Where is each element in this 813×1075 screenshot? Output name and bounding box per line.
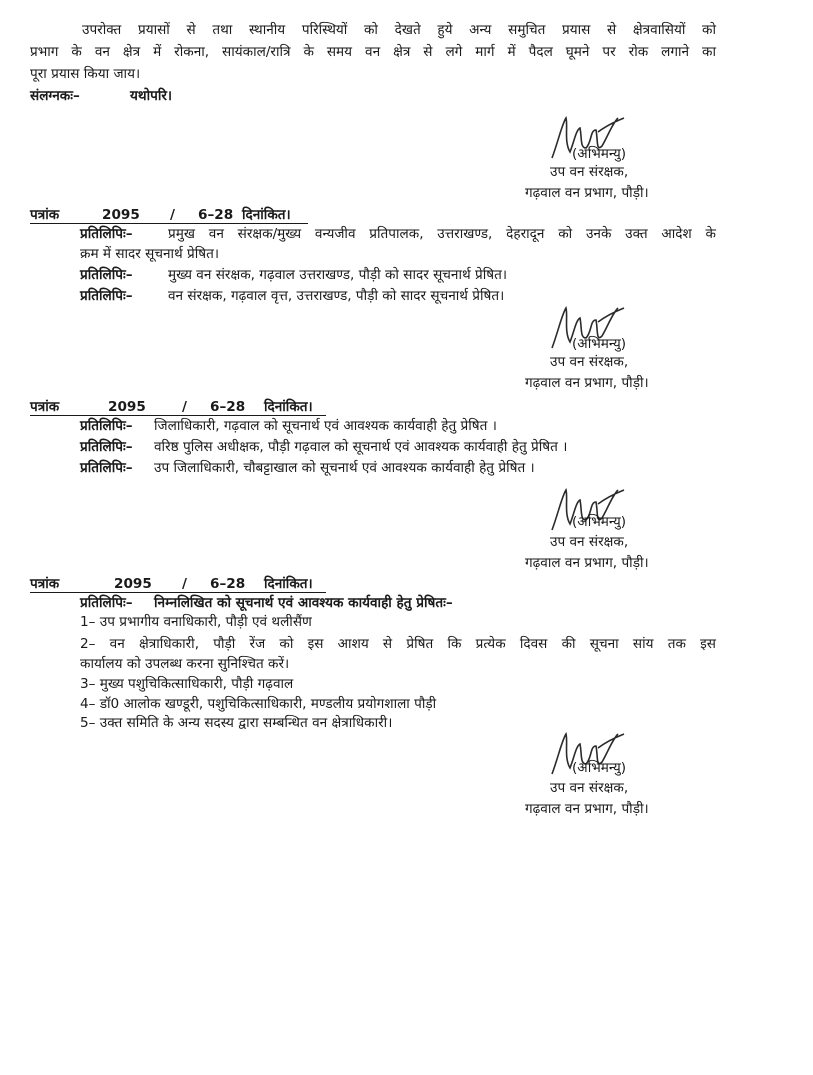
intro-line-1: उपरोक्त प्रयासों से तथा स्थानीय परिस्थियों को देखते हुये अन्य समुचित प्रयास से क्षेत्रवासियों को	[82, 22, 716, 38]
patrank-label: पत्रांक	[30, 576, 60, 592]
signatory-designation: उप वन संरक्षक,	[550, 534, 629, 550]
signatory-name: (अभिमन्यु)	[572, 336, 627, 352]
section2-copy-3: उप जिलाधिकारी, चौबट्टाखाल को सूचनार्थ एवं आवश्यक कार्यवाही हेतु प्रेषित ।	[154, 460, 535, 476]
signature-block-4	[520, 728, 720, 823]
section2-copy-2: वरिष्ठ पुलिस अधीक्षक, पौड़ी गढ़वाल को सूचनार्थ एवं आवश्यक कार्यवाही हेतु प्रेषित ।	[154, 439, 568, 455]
signatory-office: गढ़वाल वन प्रभाग, पौड़ी।	[525, 555, 649, 571]
reference-line-2	[30, 397, 330, 417]
letter-number: 2095	[102, 207, 140, 223]
signatory-name: (अभिमन्यु)	[572, 514, 627, 530]
section3-item-4: 4– डॉ0 आलोक खण्डूरी, पशुचिकित्साधिकारी, मण्डलीय प्रयोगशाला पौड़ी	[80, 696, 437, 712]
dated-label: दिनांकित।	[242, 207, 291, 223]
patrank-label: पत्रांक	[30, 399, 60, 415]
signatory-office: गढ़वाल वन प्रभाग, पौड़ी।	[525, 375, 649, 391]
section3-item-1: 1– उप प्रभागीय वनाधिकारी, पौड़ी एवं थलीसैंण	[80, 614, 312, 630]
enclosure-label: संलग्नकः–	[30, 88, 80, 104]
copy-label: प्रतिलिपिः–	[80, 595, 133, 611]
signatory-name: (अभिमन्यु)	[572, 760, 627, 776]
reference-line-1	[30, 205, 320, 225]
letter-number: 2095	[108, 399, 146, 415]
intro-line-2: प्रभाग के वन क्षेत्र में रोकना, सायंकाल/रात्रि के समय वन क्षेत्र से लगे मार्ग में पैदल घूमने पर रोक लगाने का	[30, 44, 716, 60]
section3-item-3: 3– मुख्य पशुचिकित्साधिकारी, पौड़ी गढ़वाल	[80, 676, 294, 692]
copy-label: प्रतिलिपिः–	[80, 418, 133, 434]
section1-copy-2: मुख्य वन संरक्षक, गढ़वाल उत्तराखण्ड, पौड़ी को सादर सूचनार्थ प्रेषित।	[168, 267, 507, 283]
section3-heading: निम्नलिखित को सूचनार्थ एवं आवश्यक कार्यवाही हेतु प्रेषितः–	[154, 595, 453, 611]
section2-copy-1: जिलाधिकारी, गढ़वाल को सूचनार्थ एवं आवश्यक कार्यवाही हेतु प्रेषित ।	[154, 418, 497, 434]
section1-copy-3: वन संरक्षक, गढ़वाल वृत्त, उत्तराखण्ड, पौड़ी को सादर सूचनार्थ प्रेषित।	[168, 288, 505, 304]
signature-block-2	[520, 302, 720, 397]
dated-label: दिनांकित।	[264, 576, 313, 592]
slash: /	[182, 576, 187, 592]
signatory-office: गढ़वाल वन प्रभाग, पौड़ी।	[525, 801, 649, 817]
letter-code: 6–28	[210, 576, 246, 592]
copy-label: प्रतिलिपिः–	[80, 439, 133, 455]
signatory-designation: उप वन संरक्षक,	[550, 780, 629, 796]
signature-block-1	[520, 112, 720, 207]
intro-line-3: पूरा प्रयास किया जाय।	[30, 66, 141, 82]
copy-label: प्रतिलिपिः–	[80, 226, 133, 242]
slash: /	[170, 207, 175, 223]
signatory-name: (अभिमन्यु)	[572, 146, 627, 162]
signatory-office: गढ़वाल वन प्रभाग, पौड़ी।	[525, 185, 649, 201]
slash: /	[182, 399, 187, 415]
section3-item-2-line-1: 2– वन क्षेत्राधिकारी, पौड़ी रेंज को इस आशय से प्रेषित कि प्रत्येक दिवस की सूचना सांय तक इस	[80, 636, 716, 652]
section1-copy-1-line-2: क्रम में सादर सूचनार्थ प्रेषित।	[80, 246, 220, 262]
letter-code: 6–28	[210, 399, 246, 415]
copy-label: प्रतिलिपिः–	[80, 267, 133, 283]
section1-copy-1-line-1: प्रमुख वन संरक्षक/मुख्य वन्यजीव प्रतिपालक, उत्तराखण्ड, देहरादून को उनके उक्त आदेश के	[168, 226, 716, 242]
signatory-designation: उप वन संरक्षक,	[550, 354, 629, 370]
letter-code: 6–28	[198, 207, 234, 223]
patrank-label: पत्रांक	[30, 207, 60, 223]
letter-number: 2095	[114, 576, 152, 592]
dated-label: दिनांकित।	[264, 399, 313, 415]
signature-block-3	[520, 484, 720, 579]
section3-item-2-line-2: कार्यालय को उपलब्ध करना सुनिश्चित करें।	[80, 656, 290, 672]
signatory-designation: उप वन संरक्षक,	[550, 164, 629, 180]
section3-item-5: 5– उक्त समिति के अन्य सदस्य द्वारा सम्बन्धित वन क्षेत्राधिकारी।	[80, 715, 393, 731]
copy-label: प्रतिलिपिः–	[80, 460, 133, 476]
reference-line-3	[30, 574, 330, 594]
copy-label: प्रतिलिपिः–	[80, 288, 133, 304]
enclosure-value: यथोपरि।	[130, 88, 173, 104]
